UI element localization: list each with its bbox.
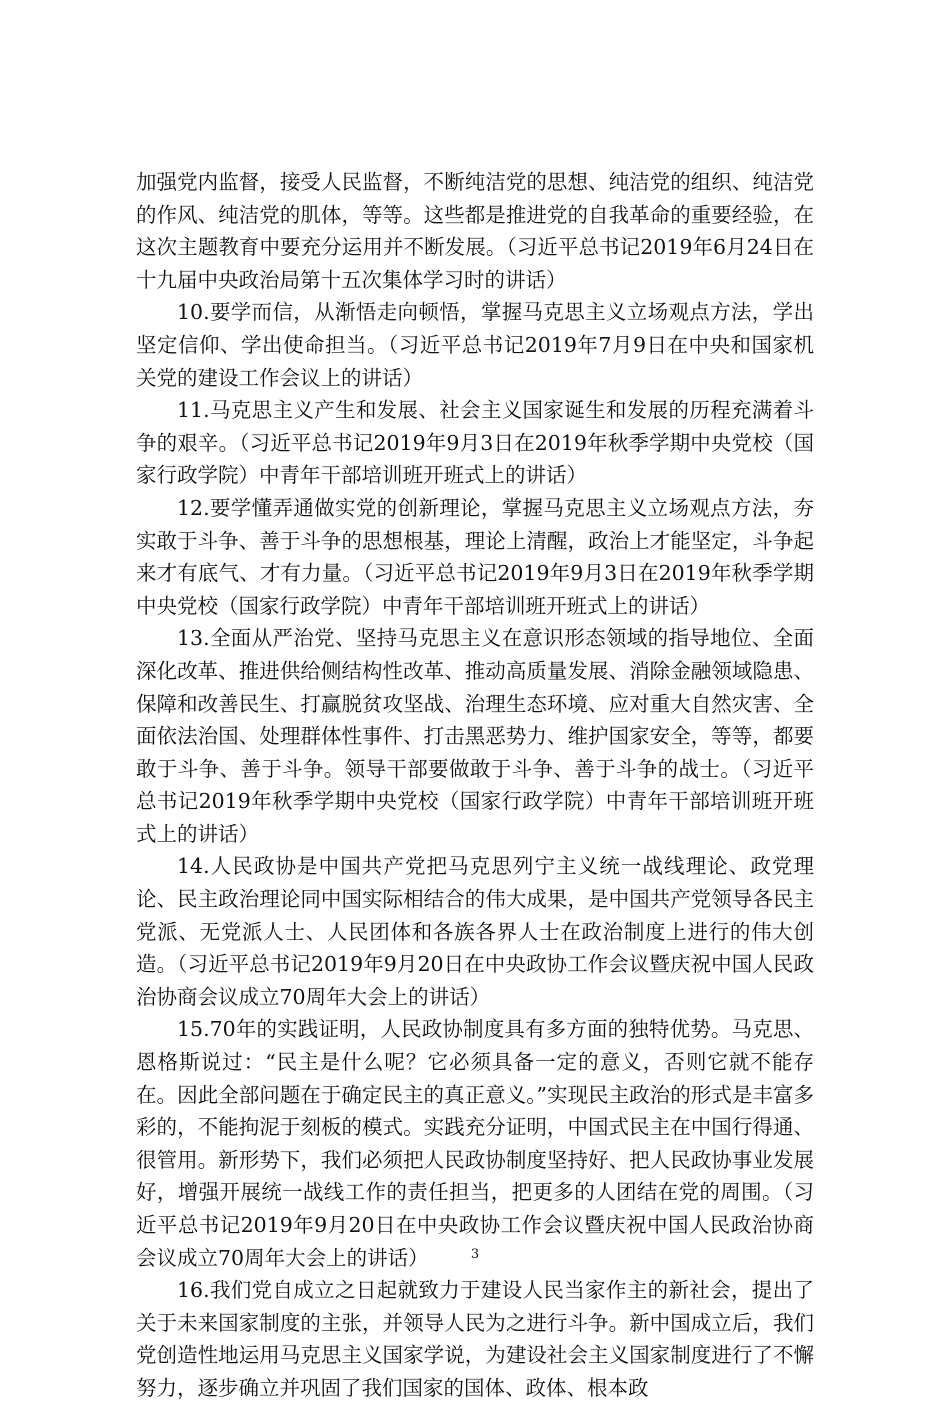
paragraph-16: 16.我们党自成立之日起就致力于建设人民当家作主的新社会，提出了关于未来国家制度的主张，并领导人民为之进行斗争。新中国成立后，我们党创造性地运用马克思主义国家学说，为建设社会主义国家制度进行了不懈努力，逐步确立并巩固了我们国家的国体、政体、根本政 <box>136 1278 814 1400</box>
document-body <box>136 166 814 1405</box>
paragraph-10: 10.要学而信，从渐悟走向顿悟，掌握马克思主义立场观点方法，学出坚定信仰、学出使命担当。（习近平总书记2019年7月9日在中央和国家机关党的建设工作会议上的讲话） <box>136 300 814 390</box>
paragraph-11: 11.马克思主义产生和发展、社会主义国家诞生和发展的历程充满着斗争的艰辛。（习近平总书记2019年9月3日在2019年秋季学期中央党校（国家行政学院）中青年干部培训班开班式上的讲话） <box>136 398 814 488</box>
paragraph-14: 14.人民政协是中国共产党把马克思列宁主义统一战线理论、政党理论、民主政治理论同中国实际相结合的伟大成果，是中国共产党领导各民主党派、无党派人士、人民团体和各族各界人士在政治制度上进行的伟大创造。（习近平总书记2019年9月20日在中央政协工作会议暨庆祝中国人民政治协商会议成立70周年大会上的讲话） <box>136 854 814 1009</box>
paragraph-15: 15.70年的实践证明，人民政协制度具有多方面的独特优势。马克思、恩格斯说过：“民主是什么呢？它必须具备一定的意义，否则它就不能存在。因此全部问题在于确定民主的真正意义。”实现民主政治的形式是丰富多彩的，不能拘泥于刻板的模式。实践充分证明，中国式民主在中国行得通、很管用。新形势下，我们必须把人民政协制度坚持好、把人民政协事业发展好，增强开展统一战线工作的责任担当，把更多的人团结在党的周围。（习近平总书记2019年9月20日在中央政协工作会议暨庆祝中国人民政治协商会议成立70周年大会上的讲话） <box>136 1017 814 1270</box>
paragraph-13: 13.全面从严治党、坚持马克思主义在意识形态领域的指导地位、全面深化改革、推进供给侧结构性改革、推动高质量发展、消除金融领域隐患、保障和改善民生、打赢脱贫攻坚战、治理生态环境、应对重大自然灾害、全面依法治国、处理群体性事件、打击黑恶势力、维护国家安全，等等，都要敢于斗争、善于斗争。领导干部要做敢于斗争、善于斗争的战士。（习近平总书记2019年秋季学期中央党校（国家行政学院）中青年干部培训班开班式上的讲话） <box>136 626 814 846</box>
paragraph-9-continuation: 加强党内监督，接受人民监督，不断纯洁党的思想、纯洁党的组织、纯洁党的作风、纯洁党的肌体，等等。这些都是推进党的自我革命的重要经验，在这次主题教育中要充分运用并不断发展。（习近平总书记2019年6月24日在十九届中央政治局第十五次集体学习时的讲话） <box>136 170 814 292</box>
page-number: 3 <box>470 1247 480 1262</box>
paragraph-12: 12.要学懂弄通做实党的创新理论，掌握马克思主义立场观点方法，夯实敢于斗争、善于斗争的思想根基，理论上清醒，政治上才能坚定，斗争起来才有底气、才有力量。（习近平总书记2019年9月3日在2019年秋季学期中央党校（国家行政学院）中青年干部培训班开班式上的讲话） <box>136 495 814 618</box>
